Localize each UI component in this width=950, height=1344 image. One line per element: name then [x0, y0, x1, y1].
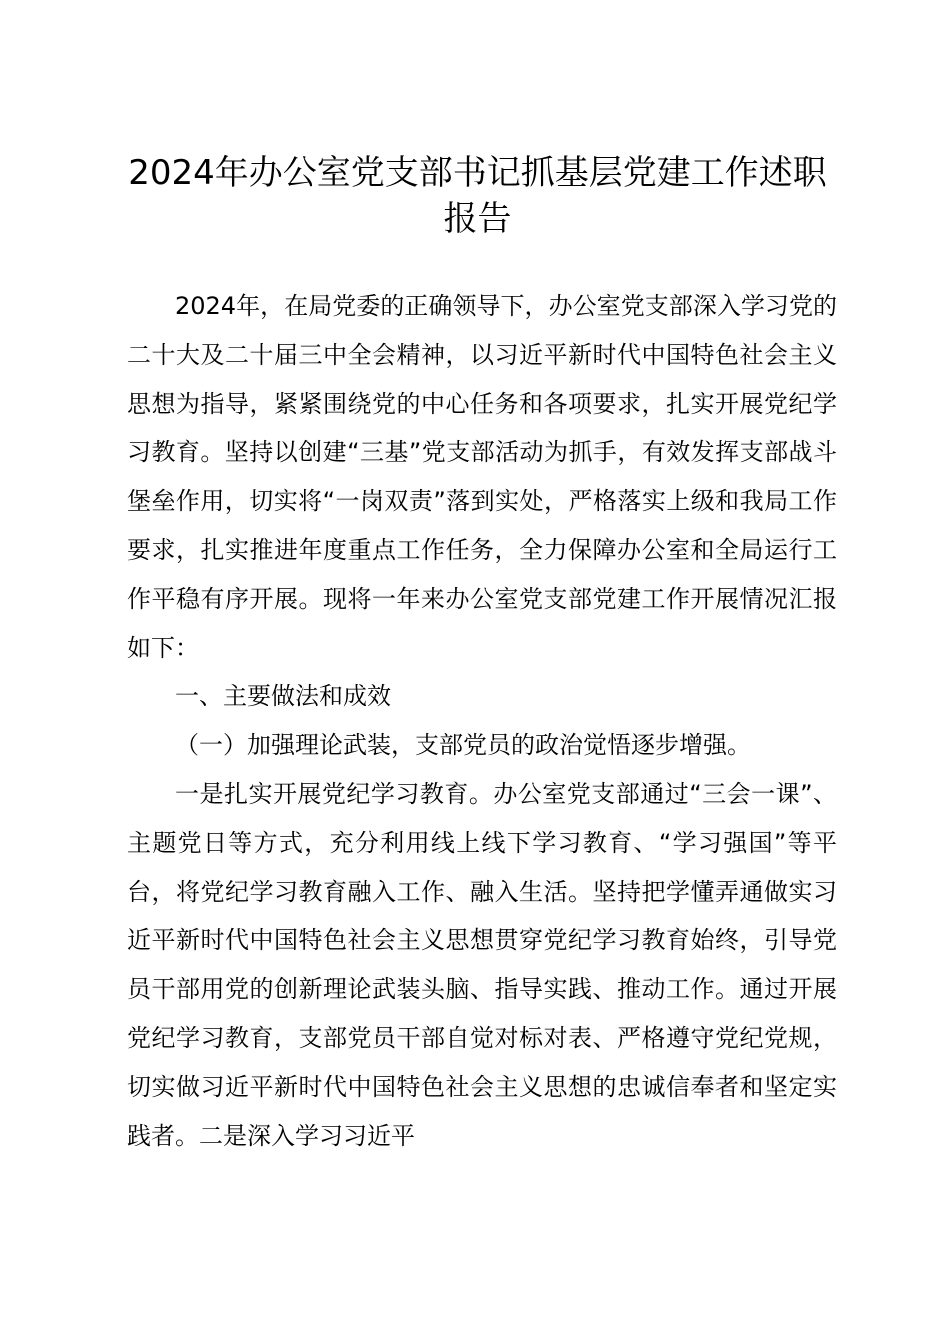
section-heading: 一、主要做法和成效 — [175, 682, 391, 711]
document-body — [127, 282, 837, 1160]
subsection-heading: （一）加强理论武装，支部党员的政治觉悟逐步增强。 — [175, 731, 751, 760]
document-title: 2024年办公室党支部书记抓基层党建工作述职报告 — [128, 153, 827, 239]
intro-paragraph: 2024年，在局党委的正确领导下，办公室党支部深入学习党的二十大及二十届三中全会精神，以习近平新时代中国特色社会主义思想为指导，紧紧围绕党的中心任务和各项要求，扎实开展党纪学习教育。坚持以创建“三基”党支部活动为抓手，有效发挥支部战斗堡垒作用，切实将“一岗双责”落到实处，严格落实上级和我局工作要求，扎实推进年度重点工作任务，全力保障办公室和全局运行工作平稳有序开展。现将一年来办公室党支部党建工作开展情况汇报如下： — [127, 292, 837, 662]
body-paragraph: 一是扎实开展党纪学习教育。办公室党支部通过“三会一课”、主题党日等方式，充分利用线上线下学习教育、“学习强国”等平台，将党纪学习教育融入工作、融入生活。坚持把学懂弄通做实习近平新时代中国特色社会主义思想贯穿党纪学习教育始终，引导党员干部用党的创新理论武装头脑、指导实践、推动工作。通过开展党纪学习教育，支部党员干部自觉对标对表、严格遵守党纪党规，切实做习近平新时代中国特色社会主义思想的忠诚信奉者和坚定实践者。二是深入学习习近平 — [127, 779, 837, 1150]
